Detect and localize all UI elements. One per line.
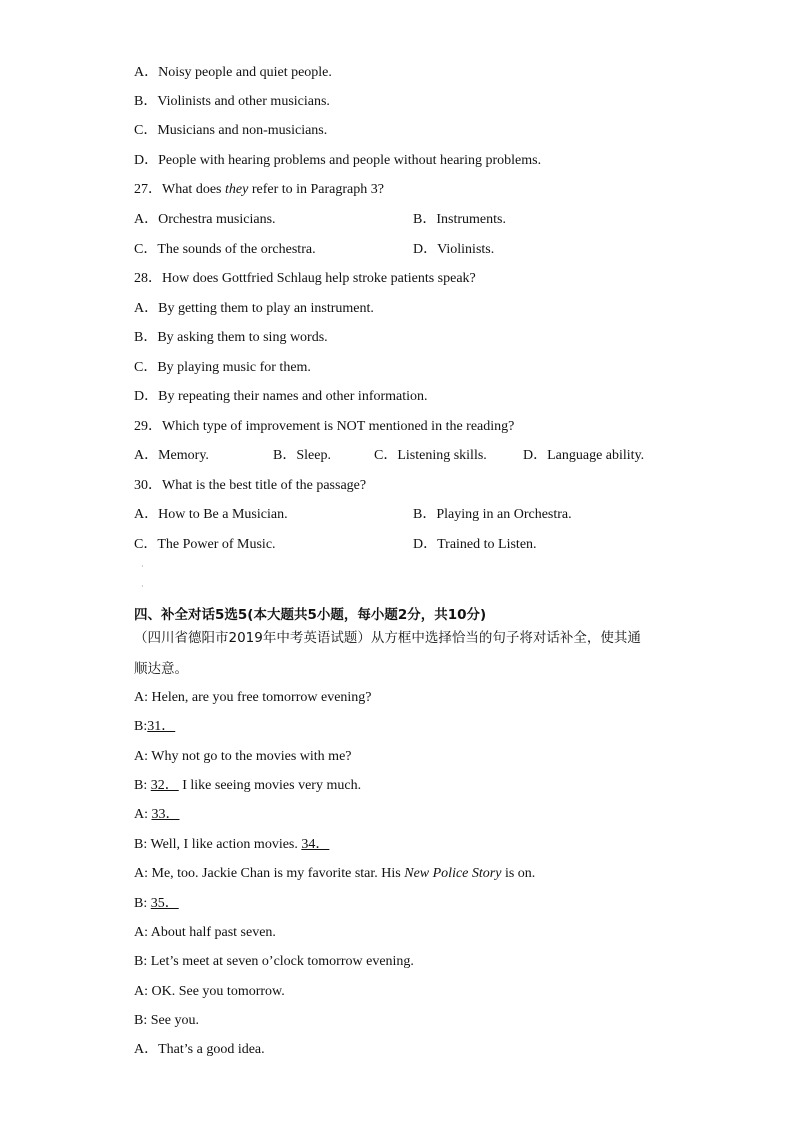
- dialogue-line: [134, 777, 361, 795]
- dialogue-text: is on.: [501, 866, 536, 881]
- q28-option-c: C．By playing music for them.: [134, 360, 311, 375]
- speaker: A:: [134, 807, 152, 822]
- movie-title: New Police Story: [404, 866, 502, 881]
- section-intro-line2: 顺达意。: [134, 661, 188, 677]
- dialogue-line: A: About half past seven.: [134, 925, 276, 940]
- q27-option-c: C．The sounds of the orchestra.: [134, 242, 316, 257]
- q27-stem: [134, 181, 384, 199]
- q27-stem-em: they: [224, 182, 249, 197]
- q28-option-b: B．By asking them to sing words.: [134, 330, 328, 345]
- stray-mark: ·: [141, 562, 144, 571]
- speaker: B:: [134, 719, 148, 734]
- q29-option-c: C．Listening skills.: [374, 448, 487, 463]
- q28-stem: 28．How does Gottfried Schlaug help stroke patients speak?: [134, 271, 476, 286]
- dialogue-text: I like seeing movies very much.: [178, 778, 362, 793]
- dialogue-text: B: Well, I like action movies.: [134, 837, 302, 852]
- dialogue-line: [134, 895, 179, 913]
- q30-option-a: A．How to Be a Musician.: [134, 507, 288, 522]
- section-heading: 四、补全对话5选5(本大题共5小题，每小题2分，共10分): [134, 607, 487, 623]
- q29-option-a: A．Memory.: [134, 448, 209, 463]
- q27-stem-post: refer to in Paragraph 3?: [248, 182, 384, 197]
- dialogue-line: [134, 865, 535, 883]
- q29-stem: 29．Which type of improvement is NOT mentioned in the reading?: [134, 419, 515, 434]
- q26-option-c: C．Musicians and non-musicians.: [134, 123, 328, 138]
- section-intro-line1: （四川省德阳市2019年中考英语试题）从方框中选择恰当的句子将对话补全，使其通: [134, 630, 641, 646]
- q30-stem: 30．What is the best title of the passage?: [134, 478, 367, 493]
- q29-option-b: B．Sleep.: [273, 448, 331, 463]
- q28-option-d: D．By repeating their names and other information.: [134, 389, 428, 404]
- q30-option-b: B．Playing in an Orchestra.: [413, 507, 572, 522]
- q26-option-b: B．Violinists and other musicians.: [134, 94, 330, 109]
- blank-34: 34．: [301, 837, 330, 852]
- dialogue-text: A: Me, too. Jackie Chan is my favorite star. His: [134, 866, 405, 881]
- speaker: B:: [134, 896, 151, 911]
- blank-32: 32．: [150, 778, 179, 793]
- stray-mark: ·: [141, 582, 144, 591]
- dialogue-line: [134, 718, 175, 736]
- q28-option-a: A．By getting them to play an instrument.: [134, 301, 374, 316]
- blank-33: 33．: [151, 807, 180, 822]
- dialogue-line: A: Why not go to the movies with me?: [134, 749, 352, 764]
- q27-option-b: B．Instruments.: [413, 212, 506, 227]
- speaker: B:: [134, 778, 151, 793]
- q30-option-c: C．The Power of Music.: [134, 537, 276, 552]
- dialogue-line: [134, 806, 180, 824]
- blank-35: 35．: [150, 896, 179, 911]
- q27-stem-pre: 27．What does: [134, 182, 225, 197]
- dialogue-line: A: OK. See you tomorrow.: [134, 984, 285, 999]
- choice-option-a: A．That’s a good idea.: [134, 1042, 265, 1057]
- q27-option-d: D．Violinists.: [413, 242, 495, 257]
- blank-31: 31．: [147, 719, 176, 734]
- dialogue-line: [134, 836, 329, 854]
- q30-option-d: D．Trained to Listen.: [413, 537, 537, 552]
- q26-option-a: A．Noisy people and quiet people.: [134, 65, 332, 80]
- dialogue-line: B: See you.: [134, 1013, 199, 1028]
- q27-option-a: A．Orchestra musicians.: [134, 212, 276, 227]
- dialogue-line: A: Helen, are you free tomorrow evening?: [134, 690, 372, 705]
- q26-option-d: D．People with hearing problems and people without hearing problems.: [134, 153, 542, 168]
- q29-option-d: D．Language ability.: [523, 448, 645, 463]
- dialogue-line: B: Let’s meet at seven o’clock tomorrow evening.: [134, 954, 414, 969]
